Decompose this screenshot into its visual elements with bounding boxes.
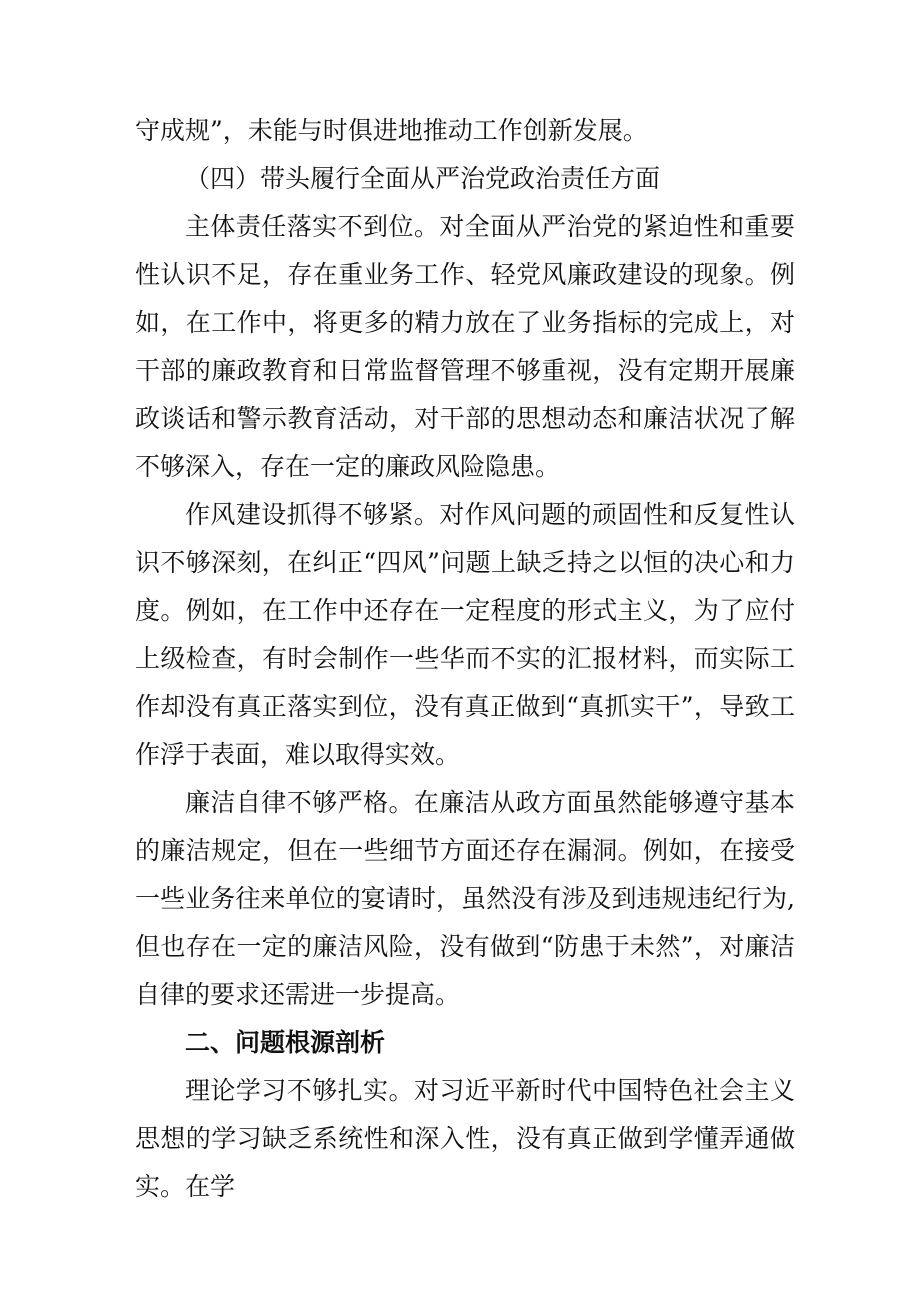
paragraph-work-style: 作风建设抓得不够紧。对作风问题的顽固性和反复性认识不够深刻，在纠正“四风”问题上缺乏持之以恒的决心和力度。例如，在工作中还存在一定程度的形式主义，为了应付上级检查，有时会制作一些华而不实的汇报材料，而实际工作却没有真正落实到位，没有真正做到“真抓实干”，导致工作浮于表面，难以取得实效。: [135, 500, 795, 769]
continuation-text: 守成规”，未能与时俱进地推动工作创新发展。: [135, 116, 648, 145]
paragraph-theory-study: 理论学习不够扎实。对习近平新时代中国特色社会主义思想的学习缺乏系统性和深入性，没有真正做到学懂弄通做实。在学: [135, 1076, 795, 1201]
paragraph-integrity: 廉洁自律不够严格。在廉洁从政方面虽然能够遵守基本的廉洁规定，但在一些细节方面还存在漏洞。例如，在接受一些业务往来单位的宴请时，虽然没有涉及到违规违纪行为,但也存在一定的廉洁风险，没有做到“防患于未然”，对廉洁自律的要求还需进一步提高。: [135, 788, 795, 1009]
document-body: [135, 107, 795, 1211]
section-4-heading: （四）带头履行全面从严治党政治责任方面: [185, 164, 661, 193]
section-2-heading: 二、问题根源剖析: [185, 1028, 386, 1057]
paragraph-main-responsibility: 主体责任落实不到位。对全面从严治党的紧迫性和重要性认识不足，存在重业务工作、轻党风廉政建设的现象。例如，在工作中，将更多的精力放在了业务指标的完成上，对干部的廉政教育和日常监督管理不够重视，没有定期开展廉政谈话和警示教育活动，对干部的思想动态和廉洁状况了解不够深入，存在一定的廉政风险隐患。: [135, 212, 795, 481]
